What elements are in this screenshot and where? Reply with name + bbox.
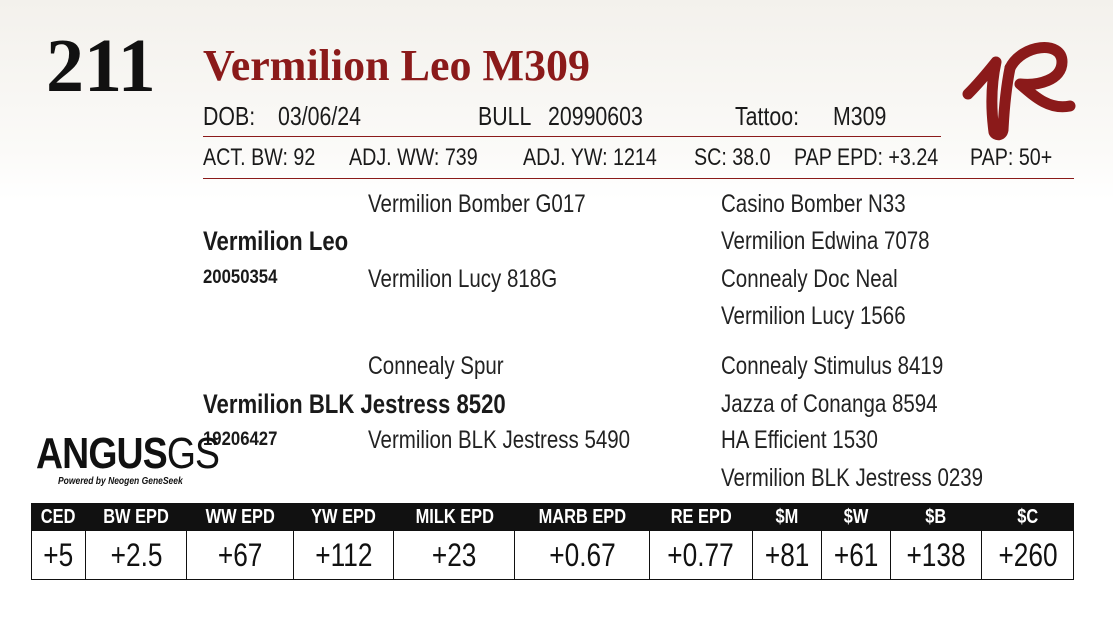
dam-dam-sire: HA Efficient 1530 — [721, 426, 878, 454]
dob-label: DOB: — [203, 101, 256, 131]
dob-value: 03/06/24 — [278, 101, 361, 131]
pap-epd: PAP EPD: +3.24 — [794, 144, 939, 171]
sire-sire: Vermilion Bomber G017 — [368, 190, 586, 218]
scrotal-circumference: SC: 38.0 — [694, 144, 771, 171]
divider-top — [203, 136, 941, 137]
sire-registration: 20050354 — [203, 267, 278, 288]
epd-header-dollar-b: $B — [891, 504, 982, 531]
epd-header-re: RE EPD — [650, 504, 753, 531]
angus-gs-logo — [36, 429, 220, 492]
epd-header-milk: MILK EPD — [394, 504, 515, 531]
tattoo-label: Tattoo: — [735, 101, 800, 131]
sire-sire-sire: Casino Bomber N33 — [721, 190, 906, 218]
sire-name: Vermilion Leo — [203, 226, 349, 256]
epd-value-yw: +112 — [294, 531, 394, 580]
dam-sire-dam: Jazza of Conanga 8594 — [721, 390, 938, 418]
epd-header-dollar-c: $C — [982, 504, 1074, 531]
epd-value-bw: +2.5 — [86, 531, 187, 580]
epd-value-dollar-c: +260 — [982, 531, 1074, 580]
epd-header-bw: BW EPD — [86, 504, 187, 531]
dam-sire: Connealy Spur — [368, 352, 504, 380]
epd-value-ced: +5 — [32, 531, 86, 580]
epd-value-re: +0.77 — [650, 531, 753, 580]
tattoo-value: M309 — [833, 101, 887, 131]
epd-value-dollar-m: +81 — [752, 531, 821, 580]
dam-dam-dam: Vermilion BLK Jestress 0239 — [721, 464, 984, 492]
angus-logo-suffix: GS — [166, 429, 220, 478]
epd-header-yw: YW EPD — [294, 504, 394, 531]
epd-value-ww: +67 — [187, 531, 294, 580]
dam-registration: 19206427 — [203, 429, 278, 450]
epd-header-ced: CED — [32, 504, 86, 531]
epd-value-milk: +23 — [394, 531, 515, 580]
adj-ww: ADJ. WW: 739 — [349, 144, 478, 171]
pap: PAP: 50+ — [970, 144, 1053, 171]
sex-label: BULL — [478, 101, 532, 131]
dam-dam: Vermilion BLK Jestress 5490 — [368, 426, 631, 454]
sire-dam-sire: Connealy Doc Neal — [721, 265, 898, 293]
epd-value-row — [32, 531, 1074, 580]
epd-value-dollar-w: +61 — [821, 531, 890, 580]
angus-logo-word: ANGUS — [36, 429, 167, 478]
divider-bottom — [203, 178, 1074, 179]
lot-number: 211 — [46, 24, 156, 108]
adj-yw: ADJ. YW: 1214 — [523, 144, 657, 171]
animal-name: Vermilion Leo M309 — [203, 41, 590, 90]
epd-value-dollar-b: +138 — [891, 531, 982, 580]
angus-logo-tagline: Powered by Neogen GeneSeek — [58, 476, 183, 487]
vermilion-brand-logo — [958, 32, 1078, 142]
epd-header-marb: MARB EPD — [515, 504, 650, 531]
act-bw: ACT. BW: 92 — [203, 144, 316, 171]
sire-dam-dam: Vermilion Lucy 1566 — [721, 302, 906, 330]
epd-header-dollar-m: $M — [752, 504, 821, 531]
dam-sire-sire: Connealy Stimulus 8419 — [721, 352, 944, 380]
epd-header-row — [32, 504, 1074, 531]
sire-dam: Vermilion Lucy 818G — [368, 265, 558, 293]
epd-table — [31, 503, 1074, 580]
dam-name: Vermilion BLK Jestress 8520 — [203, 389, 506, 419]
epd-header-ww: WW EPD — [187, 504, 294, 531]
epd-value-marb: +0.67 — [515, 531, 650, 580]
epd-header-dollar-w: $W — [821, 504, 890, 531]
sire-sire-dam: Vermilion Edwina 7078 — [721, 227, 930, 255]
registration-number: 20990603 — [548, 101, 643, 131]
